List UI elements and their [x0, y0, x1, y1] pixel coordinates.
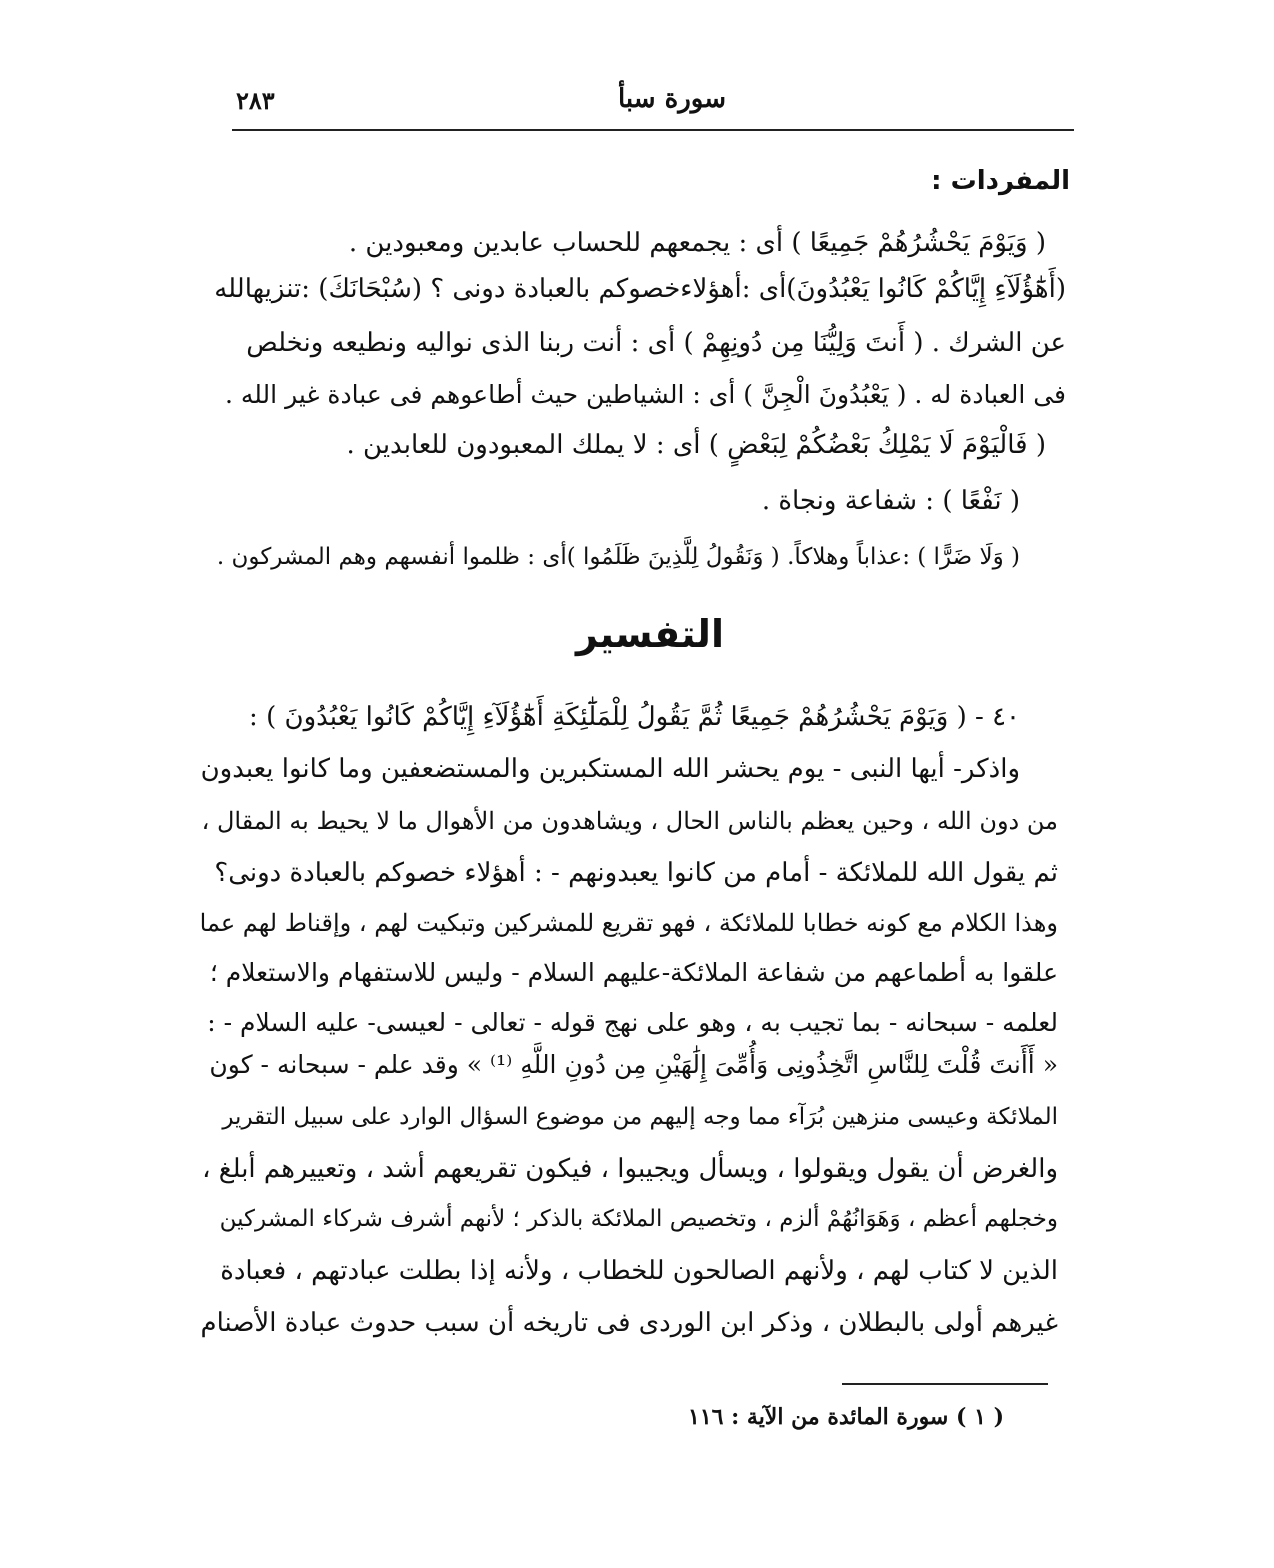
tafsir-line-11: وخجلهم أعظم ، وَهَوَانُهُمْ ألزم ، وتخصيص الملائكة بالذكر ؛ لأنهم أشرف شركاء المشركين: [219, 1206, 1058, 1232]
footnote: ( ١ ) سورة المائدة من الآية : ١١٦: [688, 1404, 1004, 1430]
footnote-divider: [842, 1383, 1048, 1385]
tafsir-heading: التفسير: [576, 612, 724, 656]
vocab-line-1: ( وَيَوْمَ يَحْشُرُهُمْ جَمِيعًا ) أى : يجمعهم للحساب عابدين ومعبودين .: [348, 228, 1046, 258]
tafsir-line-3: من دون الله ، وحين يعظم بالناس الحال ، ويشاهدون من الأهوال ما لا يحيط به المقال ،: [201, 807, 1058, 835]
tafsir-line-2: واذكر- أيها النبى - يوم يحشر الله المستكبرين والمستضعفين وما كانوا يعبدون: [200, 754, 1020, 784]
tafsir-line-8: « أَأَنتَ قُلْتَ لِلنَّاسِ اتَّخِذُونِى وَأُمِّىَ إِلَٰهَيْنِ مِن دُونِ اللَّهِ ⁽¹⁾ » وقد علم - سبحانه - كون: [209, 1050, 1058, 1079]
vocab-line-4: فى العبادة له . ( يَعْبُدُونَ الْجِنَّ ) أى : الشياطين حيث أطاعوهم فى عبادة غير الله .: [224, 380, 1066, 409]
tafsir-line-5: وهذا الكلام مع كونه خطابا للملائكة ، فهو تقريع للمشركين وتبكيت لهم ، وإقناط لهم عما: [199, 909, 1058, 937]
tafsir-line-13: غيرهم أولى بالبطلان ، وذكر ابن الوردى فى تاريخه أن سبب حدوث عبادة الأصنام: [200, 1308, 1058, 1338]
tafsir-line-10: والغرض أن يقول ويقولوا ، ويسأل ويجيبوا ، فيكون تقريعهم أشد ، وتعييرهم أبلغ ،: [202, 1154, 1058, 1184]
page-number: ٢٨٣: [236, 86, 275, 115]
tafsir-line-6: علقوا به أطماعهم من شفاعة الملائكة-عليهم السلام - وليس للاستفهام والاستعلام ؛: [209, 958, 1058, 987]
vocab-line-6: ( نَفْعًا ) : شفاعة ونجاة .: [761, 486, 1020, 516]
tafsir-line-7: لعلمه - سبحانه - بما تجيب به ، وهو على نهج قوله - تعالى - لعيسى- عليه السلام - :: [207, 1008, 1058, 1037]
header-divider: [232, 129, 1074, 131]
tafsir-line-12: الذين لا كتاب لهم ، ولأنهم الصالحون للخطاب ، ولأنه إذا بطلت عبادتهم ، فعبادة: [220, 1256, 1058, 1286]
vocab-line-7: ( وَلَا ضَرًّا ) :عذاباً وهلاكاً. ( وَنَقُولُ لِلَّذِينَ ظَلَمُوا )أى : ظلموا أنفسهم وهم المشركون .: [216, 544, 1020, 570]
tafsir-line-4: ثم يقول الله للملائكة - أمام من كانوا يعبدونهم - : أهؤلاء خصوكم بالعبادة دونى؟: [214, 858, 1058, 888]
tafsir-verse-line: ٤٠ - ( وَيَوْمَ يَحْشُرُهُمْ جَمِيعًا ثُمَّ يَقُولُ لِلْمَلَٰٓئِكَةِ أَهَٰٓؤُلَآءِ إِيَّاكُمْ كَانُوا يَعْبُدُونَ ) :: [249, 702, 1020, 732]
vocab-line-3: عن الشرك . ( أَنتَ وَلِيُّنَا مِن دُونِهِمْ ) أى : أنت ربنا الذى نواليه ونطيعه ونخلص: [246, 328, 1066, 358]
tafsir-line-9: الملائكة وعيسى منزهين بُرَآء مما وجه إليهم من موضوع السؤال الوارد على سبيل التقرير: [222, 1104, 1058, 1130]
page-header: [232, 84, 1074, 124]
vocab-line-2: (أَهَٰٓؤُلَآءِ إِيَّاكُمْ كَانُوا يَعْبُدُونَ)أى :أهؤلاءخصوكم بالعبادة دونى ؟ (سُبْحَانَكَ) :تنزيهالله: [214, 274, 1066, 304]
surah-title: سورة سبأ: [618, 84, 726, 114]
vocab-line-5: ( فَالْيَوْمَ لَا يَمْلِكُ بَعْضُكُمْ لِبَعْضٍ ) أى : لا يملك المعبودون للعابدين .: [346, 430, 1046, 460]
vocabulary-heading: المفردات :: [931, 166, 1070, 196]
